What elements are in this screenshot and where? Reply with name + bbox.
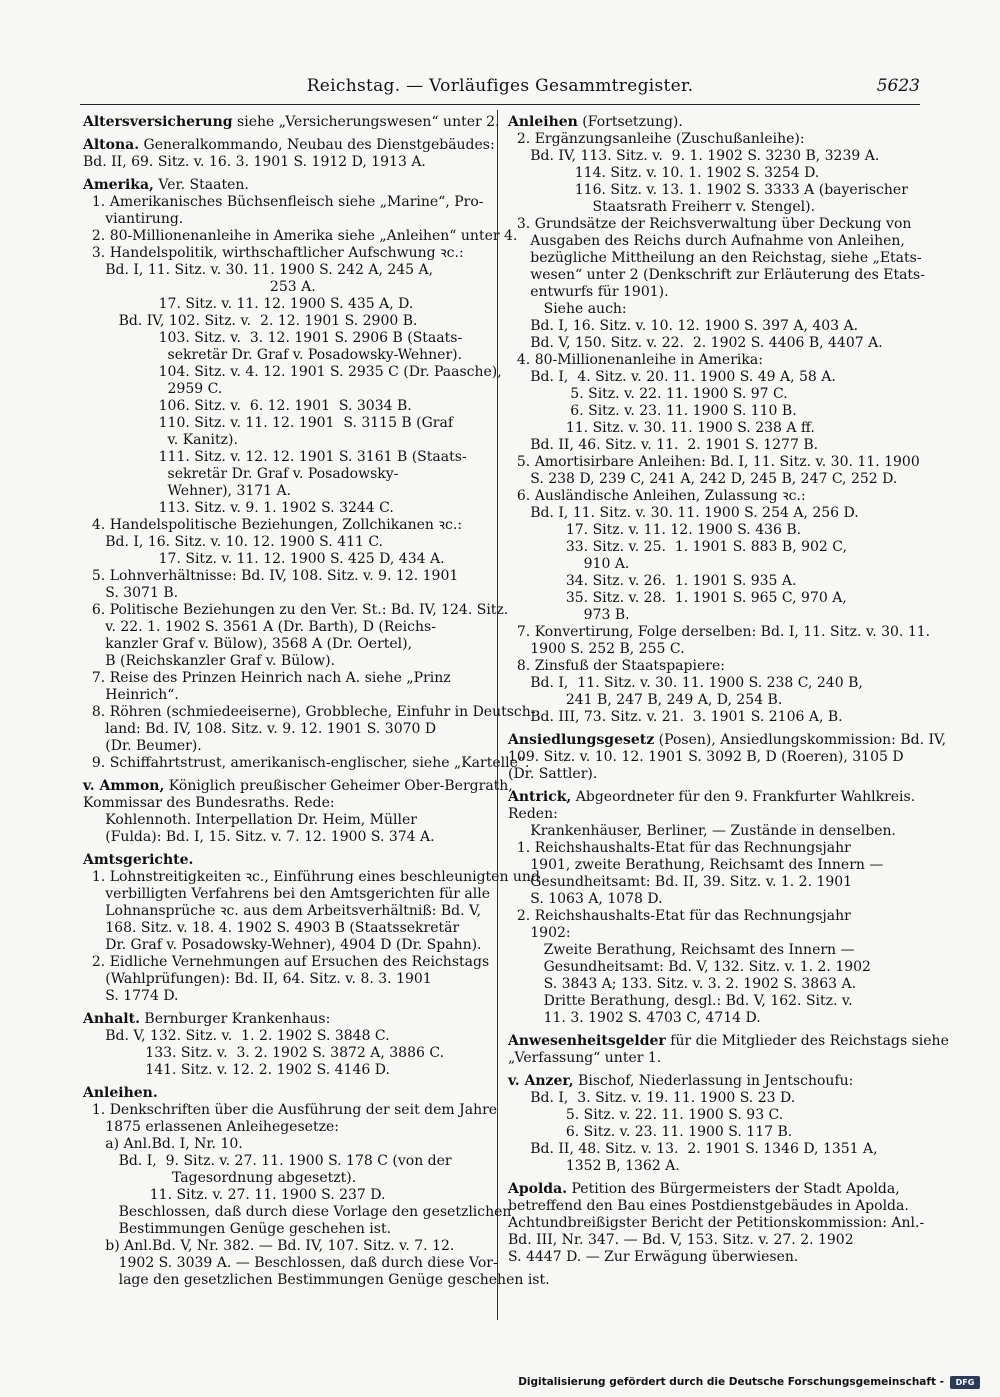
entry-line: [508, 1010, 918, 1027]
entry-line: [508, 233, 918, 250]
entry-line: [508, 1124, 918, 1141]
entry-text: 109. Sitz. v. 10. 12. 1901 S. 3092 B, D (Roeren), 3105 D: [508, 749, 904, 765]
entry-text: viantirung.: [83, 211, 184, 227]
entry-line: [508, 1158, 918, 1175]
entry-line: [83, 194, 493, 211]
entry-line: [83, 245, 493, 262]
entry-text: Ausgaben des Reichs durch Aufnahme von Anleihen,: [508, 233, 905, 249]
entry-text: sekretär Dr. Graf v. Posadowsky-Wehner).: [83, 347, 463, 363]
entry-line: [83, 1170, 493, 1187]
entry-text: Bd. IV, 113. Sitz. v. 9. 1. 1902 S. 3230 B, 3239 A.: [508, 148, 880, 164]
running-title: Reichstag. — Vorläufiges Gesammtregister.: [306, 76, 694, 96]
entry-line: [508, 823, 918, 840]
index-entry: [83, 177, 536, 772]
entry-text: lage den gesetzlichen Bestimmungen Genüge geschehen ist.: [83, 1272, 550, 1288]
entry-text: 35. Sitz. v. 28. 1. 1901 S. 965 C, 970 A,: [508, 590, 847, 606]
entry-line: [83, 755, 530, 772]
entry-text: 1352 B, 1362 A.: [508, 1158, 680, 1174]
entry-text: Kommissar des Bundesraths. Rede:: [83, 795, 335, 811]
entry-text: verbilligten Verfahrens bei den Amtsgerichten für alle: [83, 886, 490, 902]
entry-text: (Dr. Sattler).: [508, 766, 598, 782]
entry-line: [83, 313, 493, 330]
entry-line: [508, 789, 918, 806]
entry-text: 6. Sitz. v. 23. 11. 1900 S. 117 B.: [508, 1124, 793, 1140]
entry-headword: v. Anzer,: [508, 1073, 574, 1089]
entry-line: [508, 1090, 918, 1107]
entry-text: 6. Politische Beziehungen zu den Ver. St.: Bd. IV, 124. Sitz.: [83, 602, 509, 618]
entry-text: 7. Reise des Prinzen Heinrich nach A. siehe „Prinz: [83, 670, 451, 686]
entry-text: S. 3071 B.: [83, 585, 179, 601]
entry-headword: Anhalt.: [83, 1011, 140, 1027]
entry-line: [508, 658, 918, 675]
entry-text: Bestimmungen Genüge geschehen ist.: [83, 1221, 392, 1237]
entry-line: [508, 1181, 918, 1198]
entry-line: [83, 1045, 493, 1062]
entry-text: siehe „Versicherungswesen“ unter 2.: [232, 114, 500, 130]
entry-text: 973 B.: [508, 607, 630, 623]
entry-line: [508, 386, 918, 403]
entry-text: 5. Sitz. v. 22. 11. 1900 S. 93 C.: [508, 1107, 784, 1123]
entry-text: 8. Zinsfuß der Staatspapiere:: [508, 658, 725, 674]
entry-line: [83, 954, 493, 971]
entry-text: Abgeordneter für den 9. Frankfurter Wahlkreis.: [571, 789, 916, 805]
entry-text: Bd. II, 69. Sitz. v. 16. 3. 1901 S. 1912 D, 1913 A.: [83, 154, 426, 170]
entry-line: [508, 335, 918, 352]
entry-line: [508, 749, 918, 766]
entry-text: Bd. I, 16. Sitz. v. 10. 12. 1900 S. 411 C.: [83, 534, 384, 550]
entry-line: [508, 420, 918, 437]
entry-line: [83, 795, 493, 812]
entry-text: „Verfassung“ unter 1.: [508, 1050, 662, 1066]
entry-text: Bd. I, 11. Sitz. v. 30. 11. 1900 S. 238 C, 240 B,: [508, 675, 863, 691]
entry-line: [83, 903, 493, 920]
entry-text: Bd. V, 150. Sitz. v. 22. 2. 1902 S. 4406 B, 4407 A.: [508, 335, 883, 351]
entry-text: (Dr. Beumer).: [83, 738, 202, 754]
entry-text: kanzler Graf v. Bülow), 3568 A (Dr. Oertel),: [83, 636, 413, 652]
entry-text: 6. Ausländische Anleihen, Zulassung ꝛc.:: [508, 488, 806, 504]
page-header: [80, 76, 920, 100]
entry-line: [83, 551, 493, 568]
entry-line: [508, 267, 925, 284]
entry-line: [83, 812, 493, 829]
entry-text: 110. Sitz. v. 11. 12. 1901 S. 3115 B (Graf: [83, 415, 454, 431]
entry-line: [508, 403, 918, 420]
entry-line: [83, 1238, 493, 1255]
entry-line: [508, 891, 918, 908]
entry-text: 2. Reichshaushalts-Etat für das Rechnungsjahr: [508, 908, 851, 924]
entry-text: 1902 S. 3039 A. — Beschlossen, daß durch diese Vor-: [83, 1255, 498, 1271]
entry-line: [83, 279, 493, 296]
entry-line: [83, 500, 493, 517]
entry-line: [508, 1107, 918, 1124]
entry-text: 168. Sitz. v. 18. 4. 1902 S. 4903 B (Staatssekretär: [83, 920, 460, 936]
entry-line: [83, 988, 493, 1005]
entry-text: 17. Sitz. v. 11. 12. 1900 S. 425 D, 434 A.: [83, 551, 445, 567]
entry-text: a) Anl.Bd. I, Nr. 10.: [83, 1136, 243, 1152]
entry-text: Bd. V, 132. Sitz. v. 1. 2. 1902 S. 3848 C.: [83, 1028, 390, 1044]
entry-line: [508, 352, 918, 369]
entry-line: [83, 534, 493, 551]
entry-line: [83, 1028, 493, 1045]
entry-text: Beschlossen, daß durch diese Vorlage den gesetzlichen: [83, 1204, 512, 1220]
index-entry: [83, 778, 513, 846]
entry-headword: Apolda.: [508, 1181, 568, 1197]
entry-text: 1901, zweite Berathung, Reichsamt des Innern —: [508, 857, 884, 873]
entry-text: Siehe auch:: [508, 301, 627, 317]
entry-text: 106. Sitz. v. 6. 12. 1901 S. 3034 B.: [83, 398, 412, 414]
entry-headword: Anleihen.: [83, 1085, 158, 1101]
entry-line: [83, 1153, 493, 1170]
entry-line: [508, 590, 918, 607]
entry-text: Bd. IV, 102. Sitz. v. 2. 12. 1901 S. 2900 B.: [83, 313, 418, 329]
entry-text: Heinrich“.: [83, 687, 179, 703]
entry-line: [83, 869, 540, 886]
entry-text: Bd. I, 11. Sitz. v. 30. 11. 1900 S. 242 A, 245 A,: [83, 262, 434, 278]
entry-line: [83, 449, 493, 466]
entry-text: b) Anl.Bd. V, Nr. 382. — Bd. IV, 107. Sitz. v. 7. 12.: [83, 1238, 455, 1254]
entry-text: 133. Sitz. v. 3. 2. 1902 S. 3872 A, 3886 C.: [83, 1045, 445, 1061]
entry-text: 241 B, 247 B, 249 A, D, 254 B.: [508, 692, 783, 708]
entry-line: [83, 937, 493, 954]
entry-line: [508, 114, 918, 131]
entry-text: 4. Handelspolitische Beziehungen, Zollchikanen ꝛc.:: [83, 517, 463, 533]
entry-line: [508, 692, 918, 709]
index-entry: [508, 789, 918, 1027]
entry-line: [508, 624, 931, 641]
entry-line: [508, 1033, 949, 1050]
entry-line: [508, 488, 918, 505]
header-rule: [80, 104, 920, 105]
entry-text: v. 22. 1. 1902 S. 3561 A (Dr. Barth), D (Reichs-: [83, 619, 436, 635]
entry-line: [508, 182, 918, 199]
entry-line: [83, 619, 493, 636]
entry-line: [83, 670, 493, 687]
entry-line: [83, 415, 493, 432]
entry-text: betreffend den Bau eines Postdienstgebäudes in Apolda.: [508, 1198, 909, 1214]
entry-text: (Posen), Ansiedlungskommission: Bd. IV,: [654, 732, 947, 748]
entry-text: Reden:: [508, 806, 558, 822]
entry-text: für die Mitglieder des Reichstags siehe: [665, 1033, 949, 1049]
entry-line: [508, 454, 918, 471]
entry-line: [508, 165, 918, 182]
entry-text: entwurfs für 1901).: [508, 284, 669, 300]
entry-line: [508, 976, 918, 993]
entry-text: 5. Lohnverhältnisse: Bd. IV, 108. Sitz. v. 9. 12. 1901: [83, 568, 459, 584]
entry-text: 9. Schiffahrtstrust, amerikanisch-englischer, siehe „Kartelle“.: [83, 755, 530, 771]
entry-text: 253 A.: [83, 279, 316, 295]
entry-text: S. 1774 D.: [83, 988, 179, 1004]
index-entry: [83, 1011, 493, 1079]
entry-line: [83, 1102, 498, 1119]
entry-text: S. 1063 A, 1078 D.: [508, 891, 663, 907]
entry-text: 2. Eidliche Vernehmungen auf Ersuchen des Reichstags: [83, 954, 490, 970]
entry-text: Kohlennoth. Interpellation Dr. Heim, Müller: [83, 812, 417, 828]
entry-text: 6. Sitz. v. 23. 11. 1900 S. 110 B.: [508, 403, 797, 419]
entry-text: Bd. I, 9. Sitz. v. 27. 11. 1900 S. 178 C (von der: [83, 1153, 452, 1169]
entry-line: [508, 301, 918, 318]
entry-line: [83, 347, 493, 364]
entry-text: 11. Sitz. v. 30. 11. 1900 S. 238 A ff.: [508, 420, 815, 436]
entry-text: 7. Konvertirung, Folge derselben: Bd. I, 11. Sitz. v. 30. 11.: [508, 624, 931, 640]
entry-line: [83, 1085, 493, 1102]
entry-line: [83, 114, 500, 131]
entry-headword: Antrick,: [508, 789, 572, 805]
entry-text: Bd. III, Nr. 347. — Bd. V, 153. Sitz. v. 27. 2. 1902: [508, 1232, 854, 1248]
entry-text: Bd. I, 11. Sitz. v. 30. 11. 1900 S. 254 A, 256 D.: [508, 505, 859, 521]
entry-text: Königlich preußischer Geheimer Ober-Bergrath,: [164, 778, 513, 794]
entry-text: Bd. I, 4. Sitz. v. 20. 11. 1900 S. 49 A, 58 A.: [508, 369, 836, 385]
entry-line: [508, 766, 918, 783]
right-column: [508, 114, 949, 1269]
entry-text: 4. 80-Millionenanleihe in Amerika:: [508, 352, 763, 368]
entry-text: v. Kanitz).: [83, 432, 238, 448]
entry-text: 5. Amortisirbare Anleihen: Bd. I, 11. Sitz. v. 30. 11. 1900: [508, 454, 920, 470]
entry-line: [508, 250, 922, 267]
entry-headword: Ansiedlungsgesetz: [508, 732, 655, 748]
entry-text: 104. Sitz. v. 4. 12. 1901 S. 2935 C (Dr. Paasche),: [83, 364, 502, 380]
entry-headword: Amtsgerichte.: [83, 852, 194, 868]
entry-line: [508, 1215, 925, 1232]
entry-line: [508, 216, 918, 233]
index-entry: [83, 137, 493, 171]
entry-line: [83, 1204, 512, 1221]
index-entry: [508, 1033, 949, 1067]
entry-text: 113. Sitz. v. 9. 1. 1902 S. 3244 C.: [83, 500, 394, 516]
entry-line: [83, 920, 493, 937]
entry-line: [83, 381, 493, 398]
entry-text: 5. Sitz. v. 22. 11. 1900 S. 97 C.: [508, 386, 788, 402]
entry-line: [83, 1136, 493, 1153]
entry-text: 2959 C.: [83, 381, 223, 397]
entry-text: 116. Sitz. v. 13. 1. 1902 S. 3333 A (bayerischer: [508, 182, 908, 198]
entry-line: [83, 971, 493, 988]
entry-line: [83, 517, 493, 534]
entry-line: [83, 483, 493, 500]
entry-text: (Fulda): Bd. I, 15. Sitz. v. 7. 12. 1900 S. 374 A.: [83, 829, 435, 845]
entry-text: Staatsrath Freiherr v. Stengel).: [508, 199, 816, 215]
entry-text: Zweite Berathung, Reichsamt des Innern —: [508, 942, 855, 958]
entry-text: 8. Röhren (schmiedeeiserne), Grobbleche, Einfuhr in Deutsch-: [83, 704, 536, 720]
entry-line: [83, 1011, 493, 1028]
entry-line: [508, 857, 918, 874]
entry-text: S. 3843 A; 133. Sitz. v. 3. 2. 1902 S. 3863 A.: [508, 976, 857, 992]
entry-line: [508, 1073, 918, 1090]
entry-text: Gesundheitsamt: Bd. II, 39. Sitz. v. 1. 2. 1901: [508, 874, 853, 890]
entry-text: 1875 erlassenen Anleihegesetze:: [83, 1119, 339, 1135]
entry-line: [83, 154, 493, 171]
entry-text: Bd. I, 16. Sitz. v. 10. 12. 1900 S. 397 A, 403 A.: [508, 318, 859, 334]
entry-text: 33. Sitz. v. 25. 1. 1901 S. 883 B, 902 C,: [508, 539, 847, 555]
entry-line: [508, 709, 918, 726]
entry-text: Bd. I, 3. Sitz. v. 19. 11. 1900 S. 23 D.: [508, 1090, 796, 1106]
entry-line: [83, 738, 493, 755]
entry-text: Wehner), 3171 A.: [83, 483, 292, 499]
entry-headword: Anwesenheitsgelder: [508, 1033, 666, 1049]
entry-line: [508, 1249, 918, 1266]
entry-line: [508, 908, 918, 925]
entry-line: [508, 539, 918, 556]
entry-line: [83, 1187, 493, 1204]
entry-text: Krankenhäuser, Berliner, — Zustände in denselben.: [508, 823, 896, 839]
index-entry: [83, 114, 500, 131]
entry-text: 114. Sitz. v. 10. 1. 1902 S. 3254 D.: [508, 165, 820, 181]
entry-line: [508, 641, 918, 658]
entry-line: [508, 959, 918, 976]
entry-line: [83, 1221, 493, 1238]
entry-line: [83, 398, 493, 415]
funding-note: Digitalisierung gefördert durch die Deutsche Forschungsgemeinschaft -: [518, 1376, 944, 1388]
index-entry: [508, 114, 931, 726]
entry-line: [508, 148, 918, 165]
entry-text: 3. Grundsätze der Reichsverwaltung über Deckung von: [508, 216, 912, 232]
entry-line: [83, 778, 513, 795]
entry-line: [508, 556, 918, 573]
entry-line: [508, 318, 918, 335]
entry-text: 1. Denkschriften über die Ausführung der seit dem Jahre: [83, 1102, 498, 1118]
entry-text: 1902:: [508, 925, 571, 941]
entry-line: [508, 942, 918, 959]
page-number: 5623: [876, 76, 920, 96]
entry-text: Lohnansprüche ꝛc. aus dem Arbeitsverhältniß: Bd. V,: [83, 903, 482, 919]
entry-text: Tagesordnung abgesetzt).: [83, 1170, 357, 1186]
entry-line: [508, 1198, 918, 1215]
index-entry: [508, 1073, 918, 1175]
index-entry: [508, 732, 947, 783]
entry-text: Generalkommando, Neubau des Dienstgebäudes:: [139, 137, 495, 153]
entry-line: [508, 607, 918, 624]
entry-line: [508, 573, 918, 590]
dfg-logo: DFG: [950, 1376, 980, 1389]
entry-line: [508, 840, 918, 857]
index-entry: [508, 1181, 925, 1266]
entry-text: bezügliche Mittheilung an den Reichstag, siehe „Etats-: [508, 250, 922, 266]
entry-line: [83, 137, 493, 154]
entry-line: [508, 1141, 918, 1158]
entry-line: [508, 1232, 918, 1249]
entry-line: [83, 1062, 493, 1079]
entry-line: [83, 330, 493, 347]
entry-text: 11. Sitz. v. 27. 11. 1900 S. 237 D.: [83, 1187, 386, 1203]
entry-line: [508, 369, 918, 386]
entry-line: [83, 886, 493, 903]
entry-text: sekretär Dr. Graf v. Posadowsky-: [83, 466, 399, 482]
entry-text: 910 A.: [508, 556, 630, 572]
entry-text: wesen“ unter 2 (Denkschrift zur Erläuterung des Etats-: [508, 267, 925, 283]
entry-line: [83, 636, 493, 653]
entry-text: S. 238 D, 239 C, 241 A, 242 D, 245 B, 247 C, 252 D.: [508, 471, 898, 487]
entry-text: 2. Ergänzungsanleihe (Zuschußanleihe):: [508, 131, 805, 147]
entry-text: Bd. III, 73. Sitz. v. 21. 3. 1901 S. 2106 A, B.: [508, 709, 843, 725]
entry-line: [508, 199, 918, 216]
entry-headword: Altona.: [83, 137, 140, 153]
entry-line: [508, 522, 918, 539]
entry-headword: Amerika,: [83, 177, 154, 193]
entry-line: [508, 437, 918, 454]
entry-text: 3. Handelspolitik, wirthschaftlicher Aufschwung ꝛc.:: [83, 245, 464, 261]
index-entry: [83, 852, 540, 1005]
entry-line: [83, 211, 493, 228]
entry-line: [83, 177, 493, 194]
entry-line: [508, 925, 918, 942]
entry-text: Bd. II, 46. Sitz. v. 11. 2. 1901 S. 1277 B.: [508, 437, 819, 453]
entry-text: Achtundbreißigster Bericht der Petitionskommission: Anl.-: [508, 1215, 925, 1231]
entry-text: 2. 80-Millionenanleihe in Amerika siehe „Anleihen“ unter 4.: [83, 228, 518, 244]
entry-line: [508, 284, 918, 301]
entry-text: 17. Sitz. v. 11. 12. 1900 S. 436 B.: [508, 522, 802, 538]
entry-line: [83, 1272, 550, 1289]
entry-text: land: Bd. IV, 108. Sitz. v. 9. 12. 1901 S. 3070 D: [83, 721, 437, 737]
entry-text: 103. Sitz. v. 3. 12. 1901 S. 2906 B (Staats-: [83, 330, 463, 346]
entry-line: [83, 721, 493, 738]
entry-text: Gesundheitsamt: Bd. V, 132. Sitz. v. 1. 2. 1902: [508, 959, 871, 975]
entry-line: [83, 852, 493, 869]
entry-line: [83, 228, 518, 245]
entry-text: 1. Lohnstreitigkeiten ꝛc., Einführung eines beschleunigten und: [83, 869, 540, 885]
entry-text: 34. Sitz. v. 26. 1. 1901 S. 935 A.: [508, 573, 797, 589]
entry-text: Bd. II, 48. Sitz. v. 13. 2. 1901 S. 1346 D, 1351 A,: [508, 1141, 878, 1157]
entry-line: [83, 704, 536, 721]
entry-line: [83, 687, 493, 704]
entry-text: S. 4447 D. — Zur Erwägung überwiesen.: [508, 1249, 799, 1265]
entry-headword: v. Ammon,: [83, 778, 165, 794]
entry-line: [508, 505, 918, 522]
entry-text: Petition des Bürgermeisters der Stadt Apolda,: [567, 1181, 900, 1197]
footer: [500, 1376, 980, 1392]
entry-line: [83, 653, 493, 670]
entry-headword: Anleihen: [508, 114, 578, 130]
entry-text: 111. Sitz. v. 12. 12. 1901 S. 3161 B (Staats-: [83, 449, 467, 465]
entry-line: [508, 732, 947, 749]
entry-line: [83, 602, 509, 619]
entry-text: 1. Reichshaushalts-Etat für das Rechnungsjahr: [508, 840, 851, 856]
entry-line: [508, 131, 918, 148]
entry-text: (Wahlprüfungen): Bd. II, 64. Sitz. v. 8. 3. 1901: [83, 971, 432, 987]
entry-line: [83, 1119, 493, 1136]
entry-text: B (Reichskanzler Graf v. Bülow).: [83, 653, 336, 669]
entry-text: Bischof, Niederlassung in Jentschoufu:: [573, 1073, 854, 1089]
entry-text: Ver. Staaten.: [153, 177, 249, 193]
entry-line: [83, 1255, 498, 1272]
entry-line: [83, 585, 493, 602]
entry-line: [508, 471, 918, 488]
entry-headword: Altersversicherung: [83, 114, 233, 130]
entry-line: [83, 364, 502, 381]
entry-text: Dr. Graf v. Posadowsky-Wehner), 4904 D (Dr. Spahn).: [83, 937, 482, 953]
entry-text: 141. Sitz. v. 12. 2. 1902 S. 4146 D.: [83, 1062, 390, 1078]
entry-line: [83, 262, 493, 279]
entry-line: [83, 466, 493, 483]
entry-line: [508, 874, 918, 891]
entry-line: [508, 806, 918, 823]
entry-line: [83, 296, 493, 313]
entry-text: 1900 S. 252 B, 255 C.: [508, 641, 685, 657]
entry-line: [508, 1050, 918, 1067]
entry-line: [83, 568, 493, 585]
entry-text: 1. Amerikanisches Büchsenfleisch siehe „Marine“, Pro-: [83, 194, 484, 210]
entry-line: [83, 432, 493, 449]
entry-text: (Fortsetzung).: [577, 114, 683, 130]
entry-text: Bernburger Krankenhaus:: [139, 1011, 331, 1027]
entry-line: [508, 675, 918, 692]
entry-text: 11. 3. 1902 S. 4703 C, 4714 D.: [508, 1010, 761, 1026]
entry-line: [83, 829, 493, 846]
entry-text: Dritte Berathung, desgl.: Bd. V, 162. Sitz. v.: [508, 993, 853, 1009]
entry-text: 17. Sitz. v. 11. 12. 1900 S. 435 A, D.: [83, 296, 414, 312]
entry-line: [508, 993, 918, 1010]
